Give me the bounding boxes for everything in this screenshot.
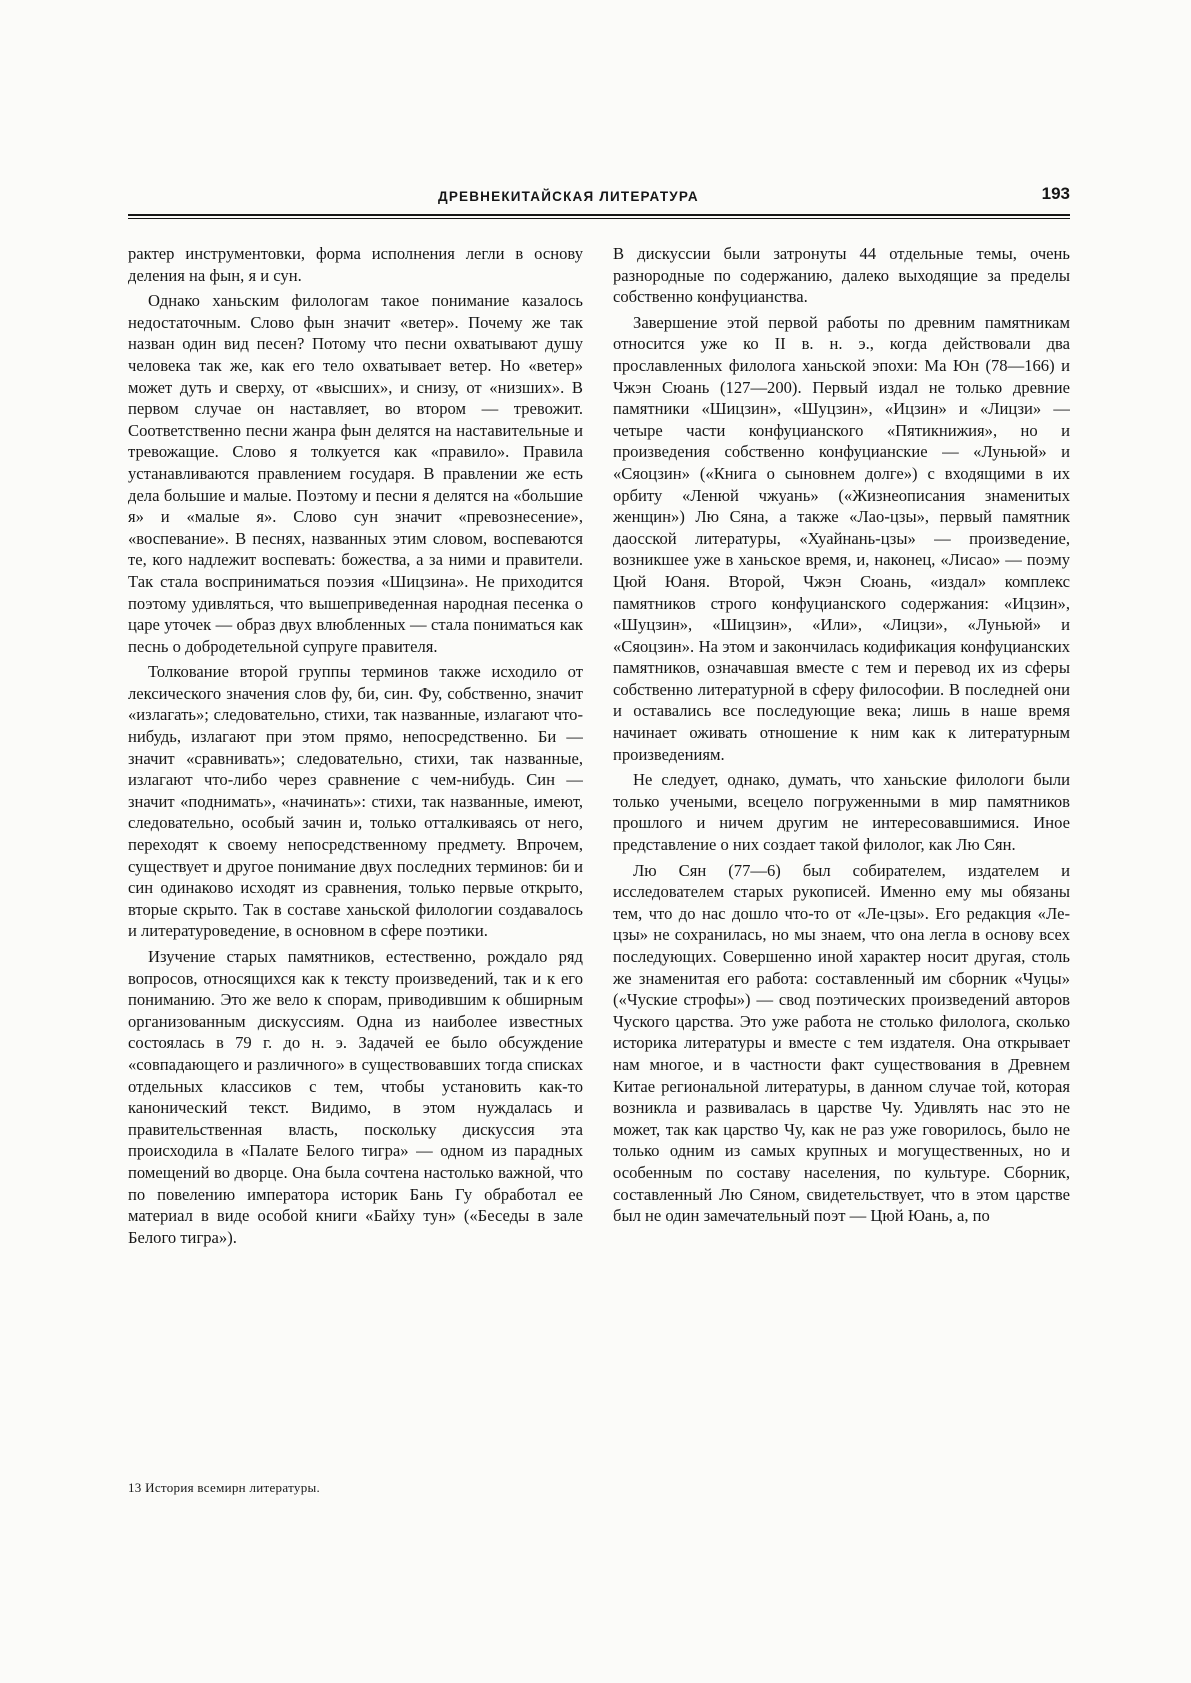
running-title: ДРЕВНЕКИТАЙСКАЯ ЛИТЕРАТУРА <box>438 189 699 204</box>
paragraph: Не следует, однако, думать, что ханьские филологи были только учеными, всецело погруженными в мир памятников прошлого и ничем другим не интересовавшимися. Иное представление о них создает такой филолог, как Лю Сян. <box>613 770 1070 855</box>
paragraph: В дискуссии были затронуты 44 отдельные темы, очень разнородные по содержанию, далеко выходящие за пределы собственно конфуцианства. <box>613 244 1070 307</box>
right-column <box>613 243 1070 1453</box>
paragraph: Изучение старых памятников, естественно, рождало ряд вопросов, относящихся как к тексту произведений, так и к его пониманию. Это же вело к спорам, приводившим к обширным организованным дискуссиям. Одна из наиболее известных состоялась в 79 г. до н. э. Задачей ее было обсуждение «совпадающего и различного» в существовавших тогда списках отдельных классиков с тем, чтобы установить как-то канонический текст. Видимо, в этом нуждалась и правительственная власть, поскольку дискуссия эта происходила в «Палате Белого тигра» — одном из парадных помещений во дворце. Она была сочтена настолько важной, что по повелению императора историк Бань Гу обработал ее материал в виде особой книги «Байху тун» («Беседы в зале Белого тигра»). <box>128 947 583 1247</box>
paragraph: Толкование второй группы терминов также исходило от лексического значения слов фу, би, син. Фу, собственно, значит «излагать»; следовательно, стихи, так названные, излагают что-нибудь, излагают при этом прямо, непосредственно. Би — значит «сравнивать»; следовательно, стихи, так названные, излагают что-либо через сравнение с чем-нибудь. Син — значит «поднимать», «начинать»: стихи, так названные, имеют, следовательно, особый зачин и, только отталкиваясь от него, переходят к своему непосредственному предмету. Впрочем, существует и другое понимание двух последних терминов: би и син одинаково исходят из сравнения, только первые открыто, вторые скрыто. Так в составе ханьской филологии создавалось и литературоведение, в основном в сфере поэтики. <box>128 662 583 941</box>
left-column <box>128 243 583 1453</box>
paragraph: рактер инструментовки, форма исполнения легли в основу деления на фын, я и сун. <box>128 244 583 285</box>
page-number: 193 <box>1041 184 1070 203</box>
signature-footnote: 13 История всемирн литературы. <box>128 1480 321 1495</box>
header-rule-thick <box>128 214 1070 216</box>
paragraph: Однако ханьским филологам такое понимание казалось недостаточным. Слово фын значит «ветер». Почему же так назван один вид песен? Потому что песни охватывают душу человека так же, как его тело охватывает ветер. Но «ветер» может дуть и сверху, от «высших», и снизу, от «низших». В первом случае он наставляет, во втором — тревожит. Соответственно песни жанра фын делятся на наставительные и тревожащие. Слово я толкуется как «правило». Правила устанавливаются правлением государя. В правлении же есть дела большие и малые. Поэтому и песни я делятся на «большие я» и «малые я». Слово сун значит «превознесение», «воспевание». В песнях, названных этим словом, воспеваются те, кого надлежит воспевать: божества, а за ними и правители. Так стала восприниматься поэзия «Шицзина». Не приходится поэтому удивляться, что вышеприведенная народная песенка о царе уточек — образ двух влюбленных — стала пониматься как песнь о добродетельной супруге правителя. <box>128 291 583 656</box>
paragraph: Лю Сян (77—6) был собирателем, издателем и исследователем старых рукописей. Именно ему мы обязаны тем, что до нас дошло что-то от «Ле-цзы». Его редакция «Ле-цзы» не сохранилась, но мы знаем, что она легла в основу всех последующих. Совершенно иной характер носит другая, столь же знаменитая его работа: составленный им сборник «Чуцы» («Чуские строфы») — свод поэтических произведений авторов Чуского царства. Это уже работа не столько филолога, сколько историка литературы и вместе с тем издателя. Она открывает нам многое, и в частности факт существования в Древнем Китае региональной литературы, в данном случае той, которая возникла и развивалась в царстве Чу. Удивлять нас это не может, так как царство Чу, как не раз уже говорилось, было не только одним из самых крупных и могущественных, но и особенным по составу населения, по культуре. Сборник, составленный Лю Сяном, свидетельствует, что в этом царстве был не один замечательный поэт — Цюй Юань, а, по <box>613 860 1070 1226</box>
header-rule-thin <box>128 218 1070 219</box>
page-header <box>128 184 1070 214</box>
paragraph: Завершение этой первой работы по древним памятникам относится уже ко II в. н. э., когда действовали два прославленных филолога ханьской эпохи: Ма Юн (78—166) и Чжэн Сюань (127—200). Первый издал не только древние памятники «Шицзин», «Шуцзин», «Ицзин» и «Лицзи» — четыре части конфуцианского «Пятикнижия», но и произведения собственно конфуцианские — «Луньюй» и «Сяоцзин» («Книга о сыновнем долге») с входящими в их орбиту «Ленюй чжуань» («Жизнеописания знаменитых женщин») Лю Сяна, а также «Лао-цзы», первый памятник даосской литературы, «Хуайнань-цзы» — произведение, возникшее уже в ханьское время, и, наконец, «Лисао» — поэму Цюй Юаня. Второй, Чжэн Сюань, «издал» комплекс памятников строго конфуцианского содержания: «Ицзин», «Шуцзин», «Шицзин», «Или», «Лицзи», «Луньюй» и «Сяоцзин». На этом и закончилась кодификация конфуцианских памятников, означавшая вместе с тем и перевод их из сферы собственно литературной в сферу философии. В последней они и оставались все последующие века; лишь в наше время начинает оживать отношение к ним как к литературным произведениям. <box>613 312 1070 764</box>
